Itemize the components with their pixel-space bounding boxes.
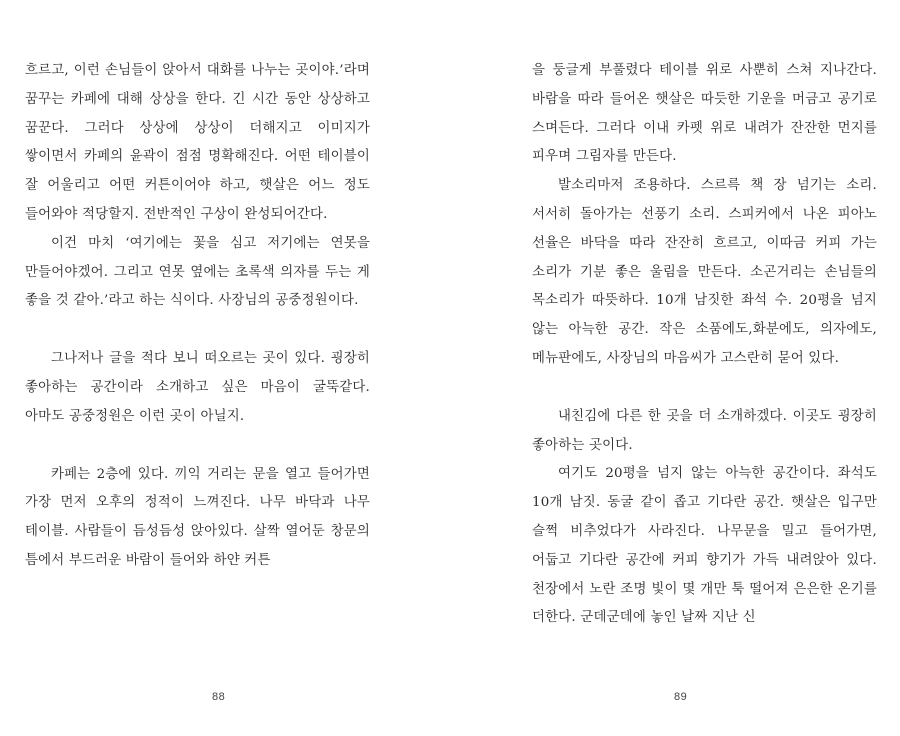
- text-block: [25, 345, 370, 431]
- text-block: [25, 57, 370, 316]
- left-page: [25, 57, 370, 576]
- paragraph: 카페는 2층에 있다. 끼익 거리는 문을 열고 들어가면 가장 먼저 오후의 정적이 느껴진다. 나무 바닥과 나무 테이블. 사람들이 듬성듬성 앉아있다. 살짝 열어둔 창문의 틈에서 부드러운 바람이 들어와 하얀 커튼: [25, 466, 370, 568]
- paragraph: 여기도 20평을 넘지 않는 아늑한 공간이다. 좌석도 10개 남짓. 동굴 같이 좁고 기다란 공간. 햇살은 입구만 슬쩍 비추었다가 사라진다. 나무문을 밀고 들어가면, 어둡고 기다란 공간에 커피 향기가 가득 내려앉아 있다. 천장에서 노란 조명 빛이 몇 개만 툭 떨어져 은은한 온기를 더한다. 군데군데에 놓인 날짜 지난 신: [532, 466, 877, 626]
- paragraph: 이건 마치 ‘여기에는 꽃을 심고 저기에는 연못을 만들어야겠어. 그리고 연못 옆에는 초록색 의자를 두는 게 좋을 것 같아.’라고 하는 식이다. 사장님의 공중정원이다.: [25, 235, 370, 309]
- paragraph: 그나저나 글을 적다 보니 떠오르는 곳이 있다. 굉장히 좋아하는 공간이라 소개하고 싶은 마음이 굴뚝같다. 아마도 공중정원은 이런 곳이 아닐지.: [25, 351, 370, 424]
- paragraph: 을 둥글게 부풀렸다 테이블 위로 사뿐히 스쳐 지나간다. 바람을 따라 들어온 햇살은 따듯한 기운을 머금고 공기로 스며든다. 그러다 이내 카펫 위로 내려가 잔잔한 먼지를 피우며 그림자를 만든다.: [532, 63, 877, 165]
- text-block: [532, 403, 877, 633]
- page-number-left: 88: [212, 691, 226, 703]
- paragraph: 흐르고, 이런 손님들이 앉아서 대화를 나누는 곳이야.’라며 꿈꾸는 카페에 대해 상상을 한다. 긴 시간 동안 상상하고 꿈꾼다. 그러다 상상에 상상이 더해지고 이미지가 쌓이면서 카페의 윤곽이 점점 명확해진다. 어떤 테이블이 잘 어울리고 어떤 커튼이어야 하고, 햇살은 어느 정도 들어와야 적당할지. 전반적인 구상이 완성되어간다.: [25, 63, 370, 222]
- page-number-right: 89: [674, 691, 688, 703]
- text-block: [25, 461, 370, 576]
- paragraph: 발소리마저 조용하다. 스르륵 책 장 넘기는 소리. 서서히 돌아가는 선풍기 소리. 스피커에서 나온 피아노 선율은 바닥을 따라 잔잔히 흐르고, 이따금 커피 가는 소리가 기분 좋은 울림을 만든다. 소곤거리는 손님들의 목소리가 따뜻하다. 10개 남짓한 좌석 수. 20평을 넘지 않는 아늑한 공간. 작은 소품에도,화분에도, 의자에도, 메뉴판에도, 사장님의 마음씨가 고스란히 묻어 있다.: [532, 178, 877, 366]
- paragraph: 내친김에 다른 한 곳을 더 소개하겠다. 이곳도 굉장히 좋아하는 곳이다.: [532, 408, 877, 453]
- right-page: [532, 57, 877, 633]
- text-block: [532, 57, 877, 374]
